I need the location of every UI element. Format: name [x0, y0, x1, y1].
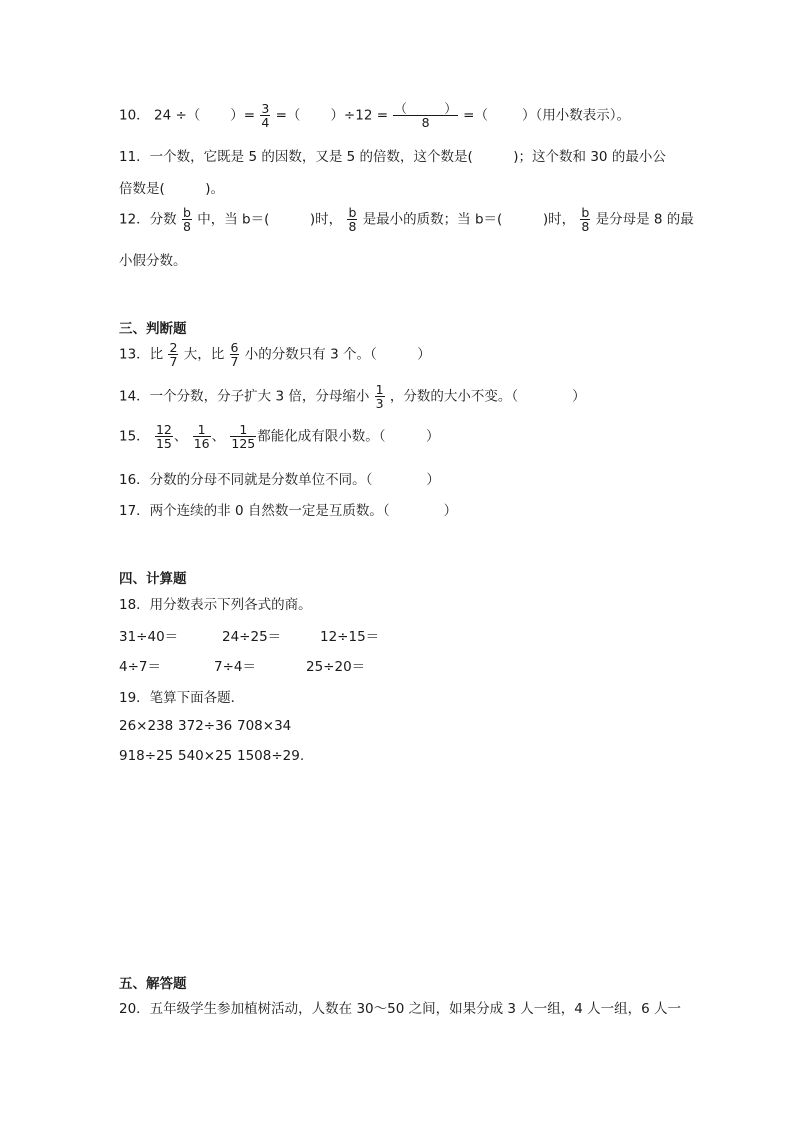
numerator: 3	[261, 101, 270, 116]
calc-item: 540×25	[178, 748, 233, 764]
numerator: 12	[155, 422, 172, 437]
text: 是最小的质数；当 b＝( )时，	[362, 211, 576, 228]
text: 13．比	[119, 346, 164, 363]
text: 大，比	[183, 346, 225, 363]
section-title: 三、判断题	[119, 321, 187, 337]
calc-item: 24÷25＝	[222, 629, 282, 645]
calc-item: 26×238	[119, 718, 174, 734]
calc-item: 372÷36	[178, 718, 233, 734]
section-title: 五、解答题	[119, 976, 187, 992]
fraction-blank-8	[393, 102, 458, 129]
question-14	[119, 383, 586, 410]
separator: 、	[173, 428, 188, 445]
expr-part: ）=	[230, 107, 256, 124]
separator: 、	[211, 428, 226, 445]
text: 12．分数	[119, 211, 177, 228]
text: 中，当 b＝( )时，	[197, 211, 343, 228]
expr-part: ）÷12 =	[330, 107, 389, 124]
expr-part: 24 ÷（	[153, 107, 201, 124]
numerator: 6	[230, 340, 239, 355]
question-19-title: 19．笔算下面各题．	[119, 690, 245, 706]
fraction-1-16	[193, 423, 211, 450]
numerator: 2	[169, 340, 178, 355]
denominator: 7	[230, 354, 239, 370]
question-16: 16．分数的分母不同就是分数单位不同。（ ）	[119, 472, 440, 488]
question-13	[119, 341, 431, 368]
numerator: b	[581, 205, 590, 220]
question-15	[119, 423, 440, 450]
calc-item: 25÷20＝	[306, 659, 366, 675]
calc-item: 918÷25	[119, 748, 174, 764]
denominator: 8	[581, 219, 590, 235]
numerator: （ ）	[394, 101, 457, 116]
fraction-b-8	[182, 206, 192, 233]
denominator: 8	[182, 219, 191, 235]
fraction-1-125	[230, 423, 256, 450]
denominator: 7	[169, 354, 178, 370]
text: 小的分数只有 3 个。（ ）	[244, 346, 431, 363]
numerator: b	[348, 205, 357, 220]
denominator: 15	[155, 436, 172, 452]
calc-item: 708×34	[237, 718, 292, 734]
expr-part: ）（用小数表示）。	[521, 107, 630, 124]
expr-part: =（	[275, 107, 301, 124]
calc-item: 31÷40＝	[119, 629, 179, 645]
question-18-title: 18．用分数表示下列各式的商。	[119, 597, 312, 613]
text: 都能化成有限小数。（ ）	[257, 428, 440, 445]
fraction-3-4	[260, 102, 270, 129]
question-number: 10．	[119, 107, 150, 124]
question-11-line2: 倍数是( )。	[119, 181, 225, 197]
text: 是分母是 8 的最	[595, 211, 694, 228]
calc-item: 12÷15＝	[320, 629, 380, 645]
fraction-b-8	[580, 206, 590, 233]
numerator: 1	[193, 423, 211, 437]
calc-item: 7÷4＝	[214, 659, 256, 675]
text: 14．一个分数，分子扩大 3 倍，分母缩小	[119, 388, 370, 405]
denominator: 8	[348, 219, 357, 235]
question-20: 20．五年级学生参加植树活动，人数在 30～50 之间，如果分成 3 人一组，4 人一组，6 人一	[119, 1001, 682, 1017]
text: ，分数的大小不变。（ ）	[389, 388, 586, 405]
question-11-line1: 11．一个数，它既是 5 的因数，又是 5 的倍数，这个数是( )；这个数和 30 的最小公	[119, 149, 666, 165]
denominator: 8	[421, 115, 430, 131]
denominator: 125	[231, 436, 256, 452]
fraction-6-7	[230, 341, 240, 368]
denominator: 4	[261, 115, 270, 131]
text: 15．	[119, 428, 150, 445]
calc-item: 1508÷29.	[237, 748, 305, 764]
denominator: 3	[375, 396, 384, 412]
fraction-12-15	[155, 423, 173, 450]
calc-item: 4÷7＝	[119, 659, 161, 675]
numerator: b	[182, 205, 191, 220]
expr-part: =（	[463, 107, 488, 124]
fraction-2-7	[168, 341, 178, 368]
fraction-1-3	[375, 383, 385, 410]
question-12-line1	[119, 206, 694, 233]
numerator: 1	[230, 423, 256, 437]
section-title: 四、计算题	[119, 571, 187, 587]
question-12-line2: 小假分数。	[119, 253, 187, 269]
question-10	[119, 102, 630, 129]
fraction-b-8	[347, 206, 357, 233]
denominator: 16	[193, 436, 210, 452]
numerator: 1	[375, 382, 384, 397]
question-17: 17．两个连续的非 0 自然数一定是互质数。（ ）	[119, 503, 458, 519]
